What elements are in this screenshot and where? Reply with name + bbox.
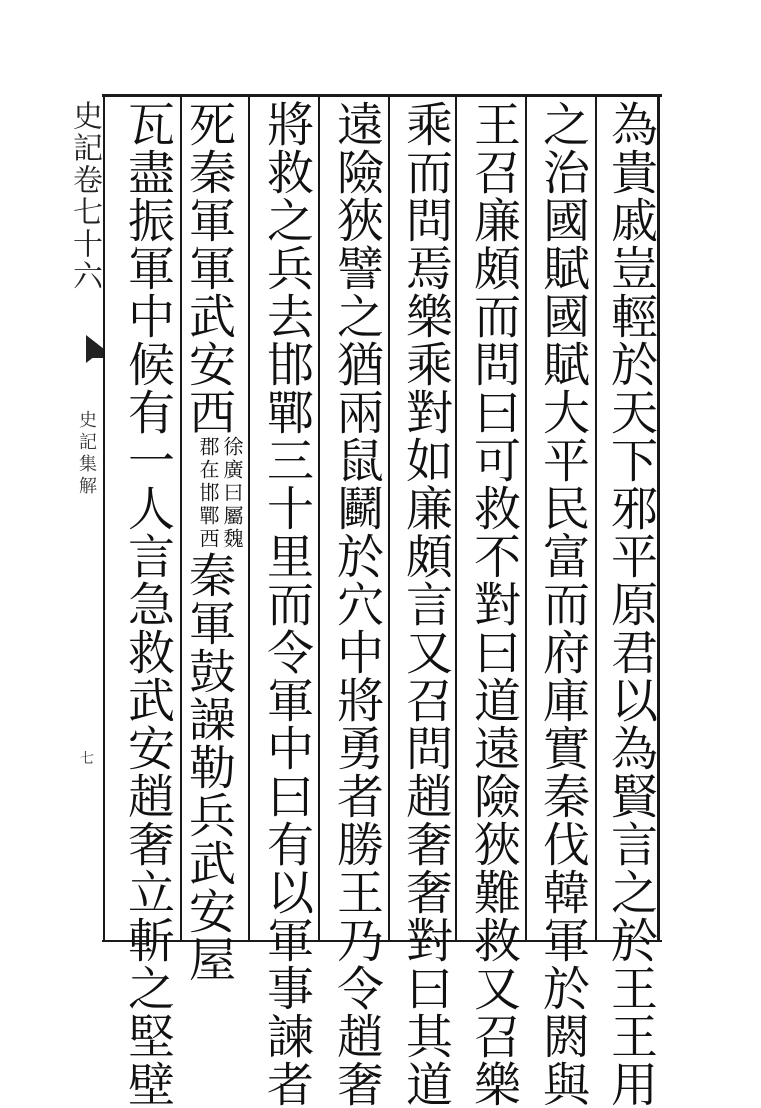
column-divider bbox=[318, 96, 320, 940]
text-column-6: 將救之兵去邯鄲三十里而令軍中曰有以軍事諫者 bbox=[259, 100, 314, 1108]
margin-book-title: 史記卷七十六 bbox=[67, 100, 102, 292]
commentary-line-1: 徐廣曰屬魏 bbox=[220, 436, 244, 551]
text-column-1: 為貴戚豈輕於天下邪平原君以為賢言之於王王用 bbox=[603, 100, 658, 1108]
text-column-7 bbox=[181, 100, 244, 983]
text-column-2: 之治國賦國賦大平民富而府庫實秦伐韓軍於閼與 bbox=[535, 100, 590, 1108]
fish-tail-bar-icon bbox=[90, 350, 104, 358]
commentary-note bbox=[196, 436, 244, 551]
margin-subtitle: 史記集解 bbox=[76, 410, 97, 498]
column-divider bbox=[595, 96, 597, 940]
frame-top-border bbox=[102, 94, 662, 97]
fish-tail-mark-icon bbox=[86, 335, 104, 363]
commentary-line-2: 郡在邯鄲西 bbox=[196, 436, 220, 551]
text-column-5: 遠險狹譬之猶兩鼠鬬於穴中將勇者勝王乃令趙奢 bbox=[329, 100, 384, 1108]
column-divider bbox=[388, 96, 390, 940]
column-divider bbox=[248, 96, 250, 940]
text-column-4: 乘而問焉樂乘對如廉頗言又召問趙奢奢對曰其道 bbox=[398, 100, 453, 1108]
column-divider bbox=[525, 96, 527, 940]
column-7-main-text-cont: 秦軍鼓譟勒兵武安屋 bbox=[181, 551, 236, 983]
text-column-3: 王召廉頗而問曰可救不對曰道遠險狹難救又召樂 bbox=[466, 100, 521, 1108]
text-column-8: 瓦盡振軍中候有一人言急救武安趙奢立斬之堅壁 bbox=[120, 100, 175, 1108]
column-7-main-text: 死秦軍軍武安西 bbox=[181, 100, 236, 436]
column-divider bbox=[455, 96, 457, 940]
frame-left-border bbox=[103, 94, 105, 942]
page-number: 七 bbox=[80, 751, 94, 767]
